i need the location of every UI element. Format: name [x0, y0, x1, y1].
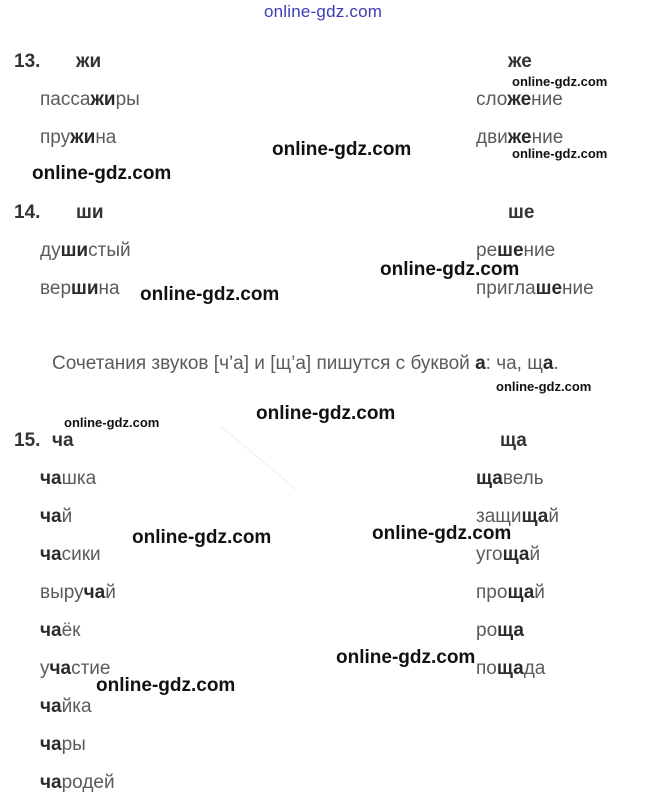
scan-artifact-line: [219, 425, 296, 490]
task-14-right-word: решение: [476, 240, 556, 261]
task-15-left-word: чары: [40, 734, 86, 755]
watermark: online-gdz.com: [496, 379, 592, 394]
task-15-right-word: пощада: [476, 658, 546, 679]
watermark: online-gdz.com: [140, 284, 280, 305]
watermark: online-gdz.com: [512, 146, 608, 161]
task-14-number: 14.: [14, 202, 41, 223]
task-15-right-word: роща: [476, 620, 524, 641]
task-14-left-word: вершина: [40, 278, 120, 299]
watermark: online-gdz.com: [336, 647, 476, 668]
task-15-left-word: чай: [40, 506, 73, 527]
watermark: online-gdz.com: [272, 139, 412, 160]
watermark: online-gdz.com: [132, 527, 272, 548]
task-15-right-word: угощай: [476, 544, 541, 565]
task-15-right-word: щавель: [476, 468, 544, 489]
watermark: online-gdz.com: [64, 415, 160, 430]
task-15-left-word: чашка: [40, 468, 97, 489]
watermark-top: online-gdz.com: [264, 2, 383, 21]
task-13-right-word: движение: [476, 127, 564, 148]
task-13-number: 13.: [14, 51, 41, 72]
task-13-left-word: пассажиры: [40, 89, 140, 110]
task-15-right-word: прощай: [476, 582, 545, 603]
task-15-right-heading: ща: [500, 430, 527, 451]
task-13-right-heading: же: [508, 51, 532, 72]
task-15-left-word: чайка: [40, 696, 92, 717]
watermark: online-gdz.com: [96, 675, 236, 696]
spelling-rule: Сочетания звуков [ч’а] и [щ’а] пишутся с буквой а: ча, ща.: [52, 353, 559, 374]
task-15-right-word: защищай: [476, 506, 559, 527]
task-15-left-word: чародей: [40, 772, 115, 793]
task-15-left-word: чаёк: [40, 620, 81, 641]
task-14-right-word: приглашение: [476, 278, 594, 299]
watermark: online-gdz.com: [372, 523, 512, 544]
task-15-number: 15.: [14, 430, 41, 451]
task-15-left-word: участие: [40, 658, 111, 679]
task-15-left-heading: ча: [52, 430, 74, 451]
task-14-right-heading: ше: [508, 202, 535, 223]
task-13-left-heading: жи: [76, 51, 102, 72]
watermark: online-gdz.com: [512, 74, 608, 89]
task-15-left-word: выручай: [40, 582, 116, 603]
task-13-right-word: сложение: [476, 89, 563, 110]
task-14-left-heading: ши: [76, 202, 104, 223]
task-13-left-word: пружина: [40, 127, 117, 148]
task-14-left-word: душистый: [40, 240, 131, 261]
watermark: online-gdz.com: [32, 163, 172, 184]
watermark: online-gdz.com: [256, 403, 396, 424]
task-15-left-word: часики: [40, 544, 101, 565]
watermark: online-gdz.com: [380, 259, 520, 280]
